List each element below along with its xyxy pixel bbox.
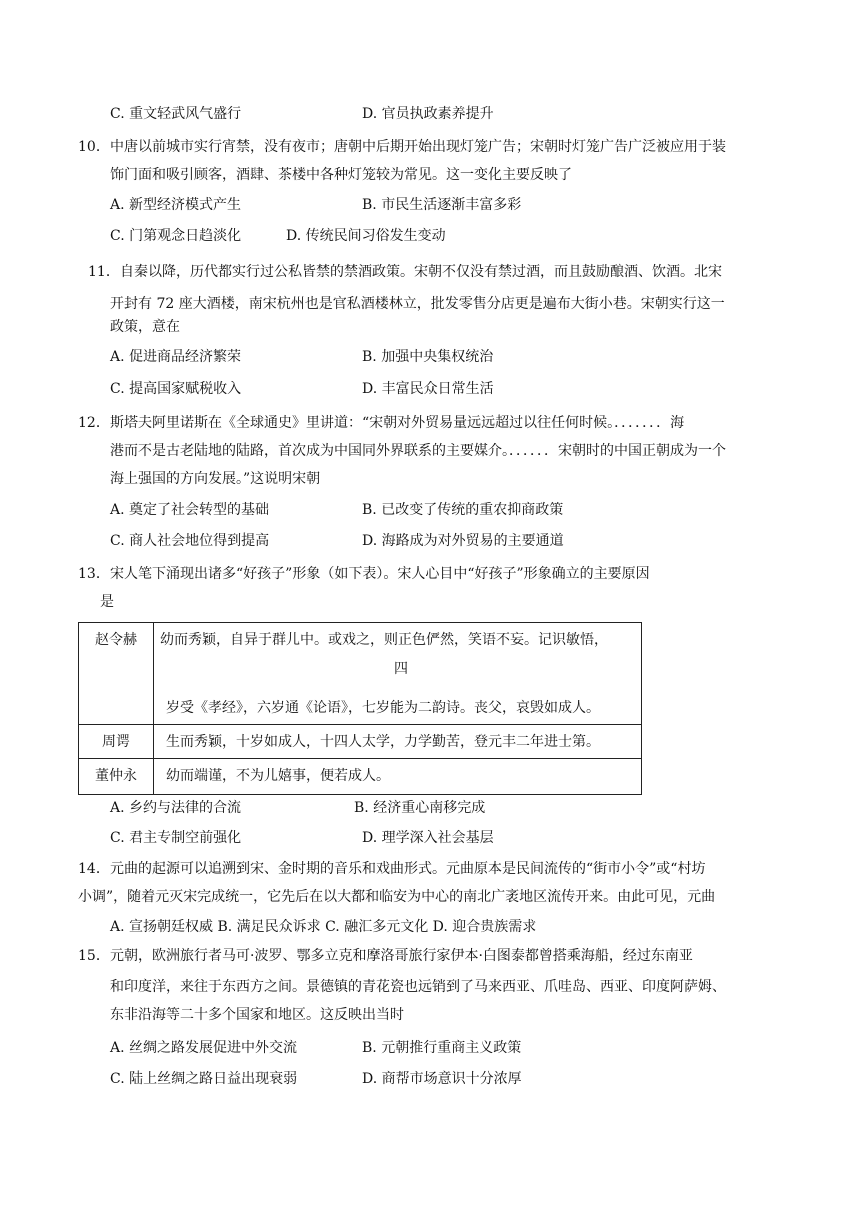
table-cell-content	[154, 725, 642, 759]
q14-options: A. 宣扬朝廷权威 B. 满足民众诉求 C. 融汇多元文化 D. 迎合贵族需求	[110, 919, 537, 935]
q13-option-b: B. 经济重心南移完成	[354, 800, 486, 816]
table-row	[79, 759, 642, 795]
question-12-number: 12．	[78, 415, 110, 431]
q12-option-d: D. 海路成为对外贸易的主要通道	[362, 533, 564, 549]
question-13-stem-line1: 宋人笔下涌现出诸多“好孩子”形象（如下表）。宋人心目中“好孩子”形象确立的主要原因	[110, 566, 650, 582]
q13-option-a: A. 乡约与法律的合流	[110, 800, 242, 816]
row-name: 董仲永	[95, 768, 137, 784]
q10-option-d: D. 传统民间习俗发生变动	[286, 228, 446, 244]
question-11-stem-line2: 开封有 72 座大酒楼，南宋杭州也是官私酒楼林立，批发零售分店更是遍布大街小巷。宋朝实行这一	[110, 296, 725, 312]
q10-option-c: C. 门第观念日趋淡化	[110, 228, 242, 244]
row-text-line1: 幼而端谨，不为儿嬉事，便若成人。	[166, 768, 390, 784]
q15-option-a: A. 丝绸之路发展促进中外交流	[110, 1040, 298, 1056]
question-10-stem-line1: 中唐以前城市实行宵禁，没有夜市；唐朝中后期开始出现灯笼广告；宋朝时灯笼广告广泛被应用于装	[110, 139, 726, 155]
question-15-stem-line1: 元朝，欧洲旅行者马可·波罗、鄂多立克和摩洛哥旅行家伊本·白图泰都曾搭乘海船，经过东南亚	[110, 948, 693, 964]
question-14-number: 14．	[78, 861, 110, 877]
question-15-stem-line3: 东非沿海等二十多个国家和地区。这反映出当时	[110, 1007, 404, 1023]
row-text-line1: 生而秀颖，十岁如成人，十四人太学，力学勤苦，登元丰二年进士第。	[166, 734, 600, 750]
table-cell-name	[79, 623, 154, 725]
q12-option-a: A. 奠定了社会转型的基础	[110, 502, 270, 518]
question-10-number: 10．	[78, 139, 110, 155]
question-11-stem-line3: 政策，意在	[110, 319, 180, 335]
q10-option-a: A. 新型经济模式产生	[110, 197, 242, 213]
q12-option-c: C. 商人社会地位得到提高	[110, 533, 270, 549]
q15-option-c: C. 陆上丝绸之路日益出现衰弱	[110, 1071, 298, 1087]
table-cell-content	[154, 759, 642, 795]
question-11-stem-line1: 自秦以降，历代都实行过公私皆禁的禁酒政策。宋朝不仅没有禁过酒，而且鼓励酿酒、饮酒。北宋	[120, 264, 722, 280]
question-12-stem-line1: 斯塔夫阿里诺斯在《全球通史》里讲道：“宋朝对外贸易量远远超过以往任何时候。．．．．．．．海	[110, 415, 685, 431]
question-10-stem-line2: 饰门面和吸引顾客，酒肆、茶楼中各种灯笼较为常见。这一变化主要反映了	[110, 167, 572, 183]
table-cell-name	[79, 759, 154, 795]
row-name: 赵令赫	[95, 632, 137, 648]
row-text-line3: 岁受《孝经》，六岁通《论语》，七岁能为二韵诗。丧父，哀毁如成人。	[166, 700, 600, 716]
q12-option-b: B. 已改变了传统的重农抑商政策	[362, 502, 564, 518]
q13-option-c: C. 君主专制空前强化	[110, 830, 242, 846]
question-13-number: 13．	[78, 566, 110, 582]
q9-option-c: C. 重文轻武风气盛行	[110, 106, 242, 122]
question-14-stem-line2: 小调”，随着元灭宋完成统一，它先后在以大都和临安为中心的南北广袤地区流传开来。由此可见，元曲	[78, 889, 716, 905]
row-text-line1: 幼而秀颖，自异于群儿中。或戏之，则正色俨然，笑语不妄。记识敏悟，	[160, 632, 608, 648]
question-12-stem-line2: 港而不是古老陆地的陆路，首次成为中国同外界联系的主要媒介。．．．．．．宋朝时的中国正朝成为一个	[110, 443, 726, 459]
q11-option-a: A. 促进商品经济繁荣	[110, 349, 242, 365]
question-14-stem-line1: 元曲的起源可以追溯到宋、金时期的音乐和戏曲形式。元曲原本是民间流传的“街市小令”或“村坊	[110, 861, 706, 877]
q11-option-b: B. 加强中央集权统治	[362, 349, 494, 365]
table-cell-content	[154, 623, 642, 725]
q11-option-c: C. 提高国家赋税收入	[110, 381, 242, 397]
table-row	[79, 623, 642, 725]
q9-option-d: D. 官员执政素养提升	[362, 106, 494, 122]
q15-option-b: B. 元朝推行重商主义政策	[362, 1040, 522, 1056]
q13-option-d: D. 理学深入社会基层	[362, 830, 494, 846]
question-12-stem-line3: 海上强国的方向发展。”这说明宋朝	[110, 471, 321, 487]
q10-option-b: B. 市民生活逐渐丰富多彩	[362, 197, 522, 213]
table-row	[79, 725, 642, 759]
good-children-table	[78, 622, 642, 795]
row-text-line2: 四	[394, 661, 408, 677]
q11-option-d: D. 丰富民众日常生活	[362, 381, 494, 397]
question-15-stem-line2: 和印度洋，来往于东西方之间。景德镇的青花瓷也远销到了马来西亚、爪哇岛、西亚、印度阿萨姆、	[110, 979, 726, 995]
question-11-number: 11．	[88, 264, 120, 280]
question-15-number: 15．	[78, 948, 110, 964]
table-cell-name	[79, 725, 154, 759]
question-13-stem-line2: 是	[100, 594, 114, 610]
q15-option-d: D. 商帮市场意识十分浓厚	[362, 1071, 522, 1087]
row-name: 周谔	[102, 734, 130, 750]
